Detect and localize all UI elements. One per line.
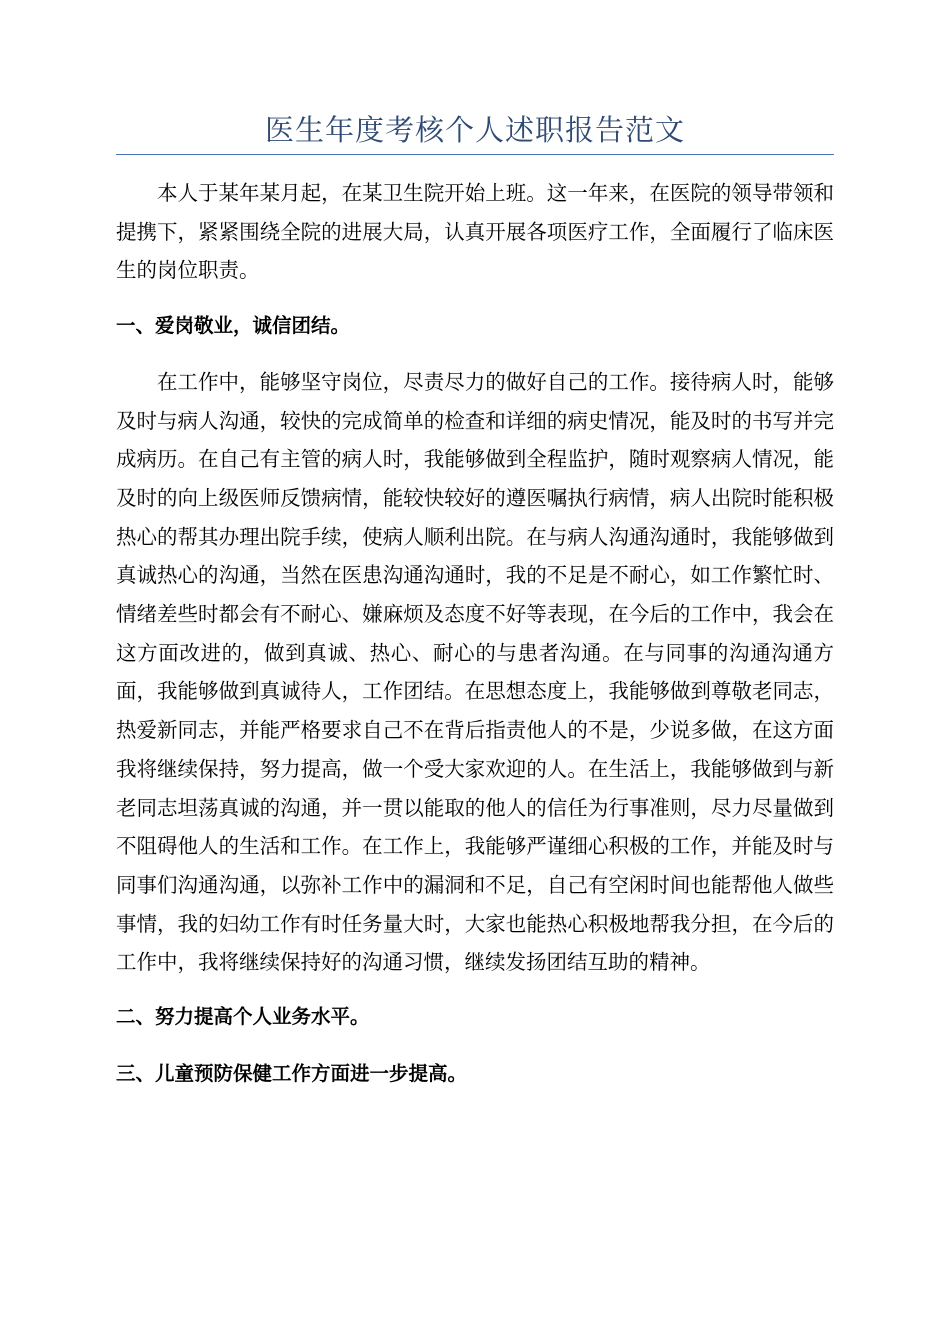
document-title: 医生年度考核个人述职报告范文 [264, 113, 685, 147]
title-underline [116, 154, 834, 155]
document-body [116, 174, 834, 1093]
section-1-paragraph: 在工作中，能够坚守岗位，尽责尽力的做好自己的工作。接待病人时，能够及时与病人沟通，较快的完成简单的检查和详细的病史情况，能及时的书写并完成病历。在自己有主管的病人时，我能够做到全程监护，随时观察病人情况，能及时的向上级医师反馈病情，能较快较好的遵医嘱执行病情，病人出院时能积极热心的帮其办理出院手续，使病人顺利出院。在与病人沟通沟通时，我能够做到真诚热心的沟通，当然在医患沟通沟通时，我的不足是不耐心，如工作繁忙时、情绪差些时都会有不耐心、嫌麻烦及态度不好等表现，在今后的工作中，我会在这方面改进的，做到真诚、热心、耐心的与患者沟通。在与同事的沟通沟通方面，我能够做到真诚待人，工作团结。在思想态度上，我能够做到尊敬老同志，热爱新同志，并能严格要求自己不在背后指责他人的不是，少说多做，在这方面我将继续保持，努力提高，做一个受大家欢迎的人。在生活上，我能够做到与新老同志坦荡真诚的沟通，并一贯以能取的他人的信任为行事准则，尽力尽量做到不阻碍他人的生活和工作。在工作上，我能够严谨细心积极的工作，并能及时与同事们沟通沟通，以弥补工作中的漏洞和不足，自己有空闲时间也能帮他人做些事情，我的妇幼工作有时任务量大时，大家也能热心积极地帮我分担，在今后的工作中，我将继续保持好的沟通习惯，继续发扬团结互助的精神。 [116, 369, 834, 975]
section-heading-2: 二、努力提高个人业务水平。 [116, 1005, 370, 1029]
section-heading-1: 一、爱岗敬业，诚信团结。 [116, 314, 351, 338]
section-heading-3: 三、儿童预防保健工作方面进一步提高。 [116, 1061, 468, 1085]
intro-paragraph: 本人于某年某月起，在某卫生院开始上班。这一年来，在医院的领导带领和提携下，紧紧围绕全院的进展大局，认真开展各项医疗工作，全面履行了临床医生的岗位职责。 [116, 181, 834, 283]
